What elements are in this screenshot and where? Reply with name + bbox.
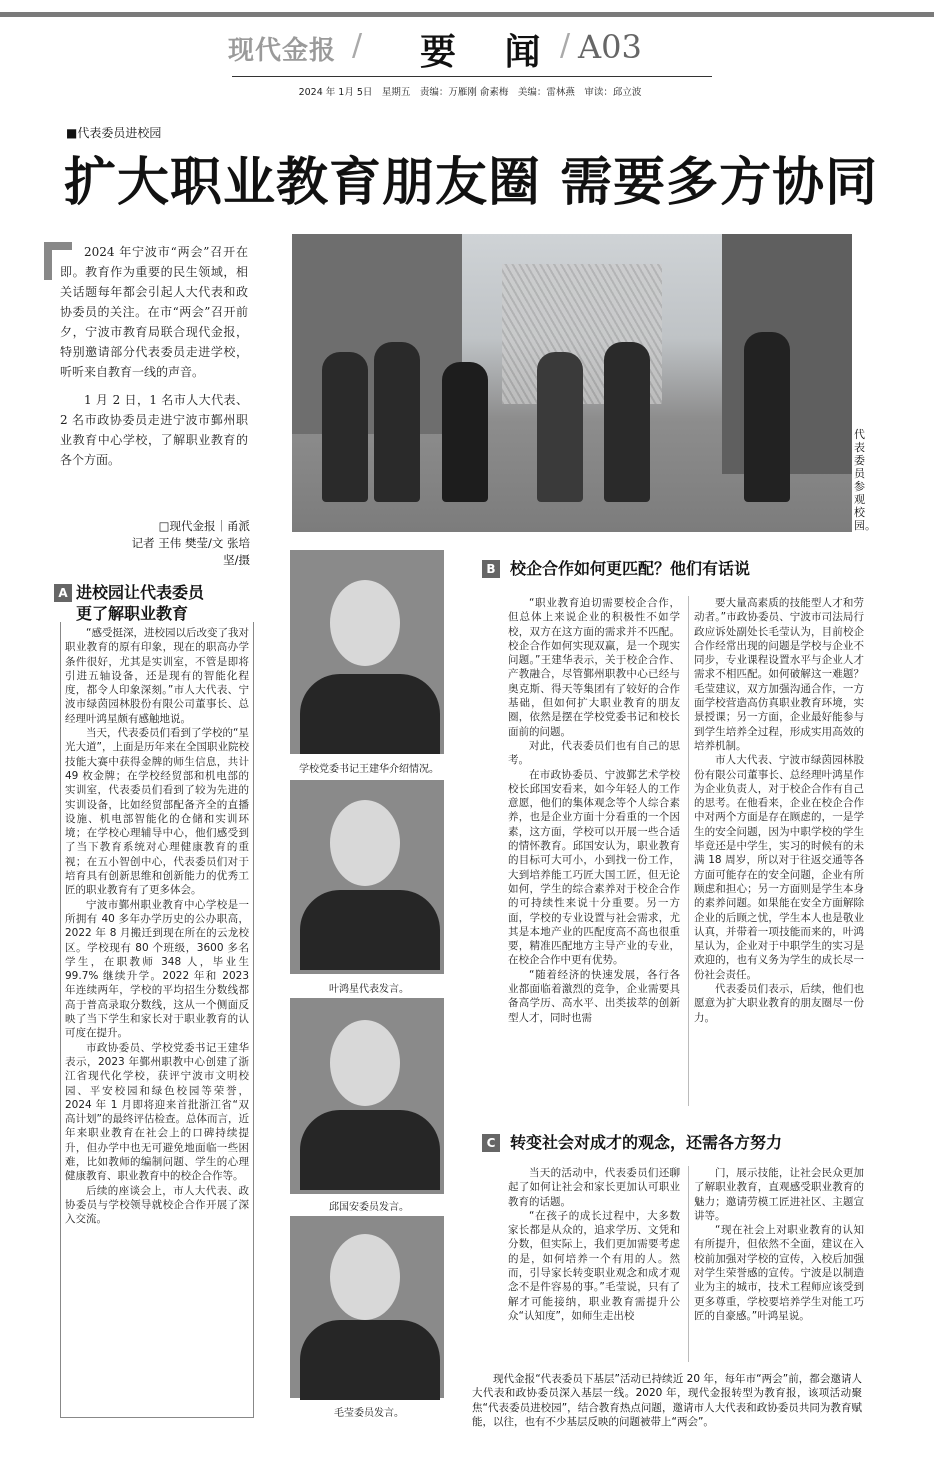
paragraph: 市政协委员、学校党委书记王建华表示，2023 年鄞州职教中心创建了浙江省现代化学校，获评宁波市文明校园、平安校园和绿色校园等荣誉，2024 年 1 月即将迎来首批浙江省“双高计划”的最终评估检查。总体而言，近年来职业教育在社会上的口碑持续提升，但办学中也无可避免地面临一些困难，比如教师的编制问题、学生的心理健康教育、职业教育中的校企合作等。: [65, 1041, 249, 1183]
paragraph: “职业教育迫切需要校企合作，但总体上来说企业的积极性不如学校，双方在这方面的需求并不匹配。校企合作如何实现双赢，是一个现实问题。”王建华表示，关于校企合作、产教融合，尽管鄞州职教中心已经与奥克斯、得天等集团有了较好的合作基础，但如何扩大职业教育的朋友圈，依然是摆在学校党委书记和校长面前的问题。: [508, 597, 680, 738]
paragraph: 宁波市鄞州职业教育中心学校是一所拥有 40 多年办学历史的公办职高，2022 年 8 月搬迁到现在所在的云龙校区。学校现有 80 个班级，3600 多名学生，在职教师 348 人，毕业生 99.7% 继续升学。2022 年和 2023 年连续两年，学校的平均招生分数线都高于普高录取分数线，这从一个侧面反映了当下学生和家长对于职业教育的认可度在提升。: [65, 898, 249, 1040]
section-name: 要 闻: [420, 31, 559, 73]
main-photo-caption: 代表委员参观校园。: [854, 428, 876, 532]
photo-caption: 学校党委书记王建华介绍情况。: [299, 764, 439, 775]
byline-authors: 记者 王伟 樊莹/文 张培坚/摄: [131, 536, 250, 567]
paragraph: 现代金报“代表委员下基层”活动已持续近 20 年，每年市“两会”前，都会邀请人大代表和政协委员深入基层一线。2020 年，现代金报转型为教育报，该项活动聚焦“代表委员进校园”，结合教育热点问题，邀请市人大代表和政协委员共同为教育赋能，以往，也有不少基层反映的问题被带上“两会”。: [472, 1373, 862, 1428]
section-a-title-line: 进校园让代表委员: [76, 583, 205, 602]
body-shape: [300, 674, 440, 754]
section-c-badge: C: [482, 1134, 500, 1152]
intro-paragraph: 2024 年宁波市“两会”召开在即。教育作为重要的民生领域，相关话题每年都会引起人大代表和政协委员的关注。在市“两会”召开前夕，宁波市教育局联合现代金报，特别邀请部分代表委员走进学校，听听来自教育一线的声音。: [60, 245, 248, 379]
headline: 扩大职业教育朋友圈 需要多方协同: [64, 153, 879, 213]
paragraph: 当天，代表委员们看到了学校的“星光大道”，上面是历年来在全国职业院校技能大赛中获得金牌的师生信息，共计 49 枚金牌；在学校经贸部和机电部的实训室，代表委员们看到了较为先进的实训设备，比如经贸部配备齐全的直播设施、机电部智能化的仓储和实训环境；在学校心理辅导中心，他们感受到了当下教育系统对心理健康教育的重视；在五小智创中心，代表委员们对于培育具有创新思维和创新能力的优秀工匠的职业教育有了更多体会。: [65, 727, 249, 897]
photo-caption: 毛莹委员发言。: [334, 1408, 404, 1419]
section-b-column-1: [508, 596, 680, 1110]
column-rule: [688, 596, 689, 1106]
paragraph: 后续的座谈会上，市人大代表、政协委员与学校领导就校企合作开展了深入交流。: [65, 1184, 249, 1226]
byline: [120, 518, 250, 569]
paragraph: 要大量高素质的技能型人才和劳动者。”市政协委员、宁波市司法局行政应诉处副处长毛莹认为，目前校企合作经常出现的问题是学校与企业不同步，专业课程设置水平与企业人才需求不相匹配。如何破解这一难题？毛莹建议，双方加强沟通合作，一方面学校营造高仿真职业教育环境，实景授课；另一方面，企业最好能参与到学生培养全过程，形成实用高效的培养机制。: [694, 597, 864, 752]
kicker: ■代表委员进校园: [66, 126, 162, 140]
paragraph: “随着经济的快速发展，各行各业都面临着激烈的竞争，企业需要具备高学历、高水平、出类拔萃的创新型人才，同时也需: [508, 968, 680, 1024]
body-shape: [300, 1320, 440, 1400]
photo-caption: 邱国安委员发言。: [329, 1202, 409, 1213]
newspaper-brand: 现代金报: [228, 36, 337, 66]
paragraph: 对此，代表委员们也有自己的思考。: [508, 739, 680, 767]
photo-ye: [290, 780, 444, 974]
body-shape: [300, 1110, 440, 1190]
main-photo: [292, 234, 852, 532]
section-b-column-2: [694, 596, 864, 1110]
closing-note: [472, 1372, 862, 1429]
photo-qiu: [290, 998, 444, 1194]
section-a-title: [76, 582, 204, 624]
column-rule: [688, 1166, 689, 1362]
paragraph: 市人大代表、宁波市绿茵园林股份有限公司董事长、总经理叶鸿星作为企业负责人，对于校企合作有自己的思考。在他看来，企业在校企合作中对两个方面是存在顾虑的，一是学生的安全问题，因为中职学校的学生毕竟还是中学生，实习的时候有的未满 18 周岁，所以对于往返交通等各方面可能存在的安全问题，企业有所顾虑和担心；另一方面则是学生本身的素养问题。如果能在安全方面解除企业的后顾之忧，学生本人也是敬业认真，并带着一项技能而来的，叶鸿星认为，企业对于中职学生的实习是欢迎的，也有义务为学生的成长尽一份社会责任。: [694, 754, 864, 981]
paragraph: “现在社会上对职业教育的认知有所提升，但依然不全面，建议在入校前加强对学校的宣传，入校后加强对学生荣誉感的宣传。宁波是以制造业为主的城市，技术工程师应该受到更多尊重，学校要培养学生对能工巧匠的自豪感。”叶鸿星说。: [694, 1224, 864, 1322]
face-shape: [330, 800, 400, 886]
slash-separator: /: [352, 28, 363, 63]
section-a-badge: A: [54, 584, 72, 602]
photo-wang: [290, 550, 444, 754]
section-c-column-2: [694, 1166, 864, 1364]
paragraph: 代表委员们表示，后续，他们也愿意为扩大职业教育的朋友圈尽一份力。: [694, 983, 864, 1024]
intro-paragraph: 1 月 2 日，1 名市人大代表、2 名市政协委员走进宁波市鄞州职业教育中心学校，了解职业教育的各个方面。: [60, 393, 248, 467]
section-b-badge: B: [482, 560, 500, 578]
person-figure: [442, 362, 488, 502]
face-shape: [330, 1020, 400, 1106]
dateline: 2024 年 1月 5日 星期五 责编：万雁刚 俞素梅 美编：雷林燕 审读：邱立波: [298, 87, 642, 98]
intro-block: [60, 242, 248, 470]
top-rule: [0, 12, 934, 17]
face-shape: [330, 1234, 400, 1320]
section-a-body: [60, 622, 254, 1418]
byline-source: □现代金报｜甬派: [158, 519, 250, 533]
section-c-title: 转变社会对成才的观念，还需各方努力: [510, 1133, 783, 1152]
section-c-column-1: [508, 1166, 680, 1364]
face-shape: [330, 580, 400, 666]
photo-mao: [290, 1216, 444, 1398]
paragraph: 当天的活动中，代表委员们还聊起了如何让社会和家长更加认可职业教育的话题。: [508, 1167, 680, 1208]
paragraph: 门，展示技能，让社会民众更加了解职业教育，直观感受职业教育的魅力；邀请劳模工匠进社区、主题宣讲等。: [694, 1167, 864, 1222]
person-figure: [374, 342, 420, 502]
person-figure: [604, 342, 650, 502]
person-figure: [537, 352, 583, 502]
body-shape: [300, 890, 440, 970]
person-figure: [744, 332, 790, 502]
paragraph: “在孩子的成长过程中，大多数家长都是从众的，追求学历、文凭和分数，但实际上，我们更加需要考虑的是，如何培养一个有用的人。然而，引导家长转变职业观念和成才观念不是件容易的事。”毛莹说，只有了解才可能接纳，职业教育需提升公众“认知度”，如师生走出校: [508, 1209, 680, 1322]
section-b-title: 校企合作如何更匹配？他们有话说: [510, 559, 751, 578]
paragraph: 在市政协委员、宁波鄞艺术学校校长邱国安看来，如今年轻人的工作意愿，他们的集体观念等个人综合素养，也是企业方面十分看重的一个因素，这方面，学校可以开展一些合适的情怀教育。邱国安认为，职业教育的目标可大可小，小到找一份工作，大到培养能工巧匠大国工匠，但无论如何，学生的综合素养对于校企合作的可持续性来说十分重要。另一方面，学校的专业设置与社会需求，尤其是本地产业的匹配度高不高也很重要，精准匹配地方主导产业的专业，在校企合作中更有优势。: [508, 768, 680, 967]
header-rule: [232, 76, 712, 77]
page-number: A03: [578, 28, 642, 66]
section-a-title-line: 更了解职业教育: [76, 604, 189, 623]
person-figure: [322, 352, 368, 502]
paragraph: “感受挺深，进校园以后改变了我对职业教育的原有印象，现在的职高办学条件很好，尤其是实训室，不管是即将引进五轴设备，还是现有的智能化程度，都令人印象深刻。”市人大代表、宁波市绿茵园林股份有限公司董事长、总经理叶鸿星颇有感触地说。: [65, 627, 249, 725]
photo-caption: 叶鸿星代表发言。: [329, 984, 409, 995]
slash-separator: /: [560, 28, 571, 63]
